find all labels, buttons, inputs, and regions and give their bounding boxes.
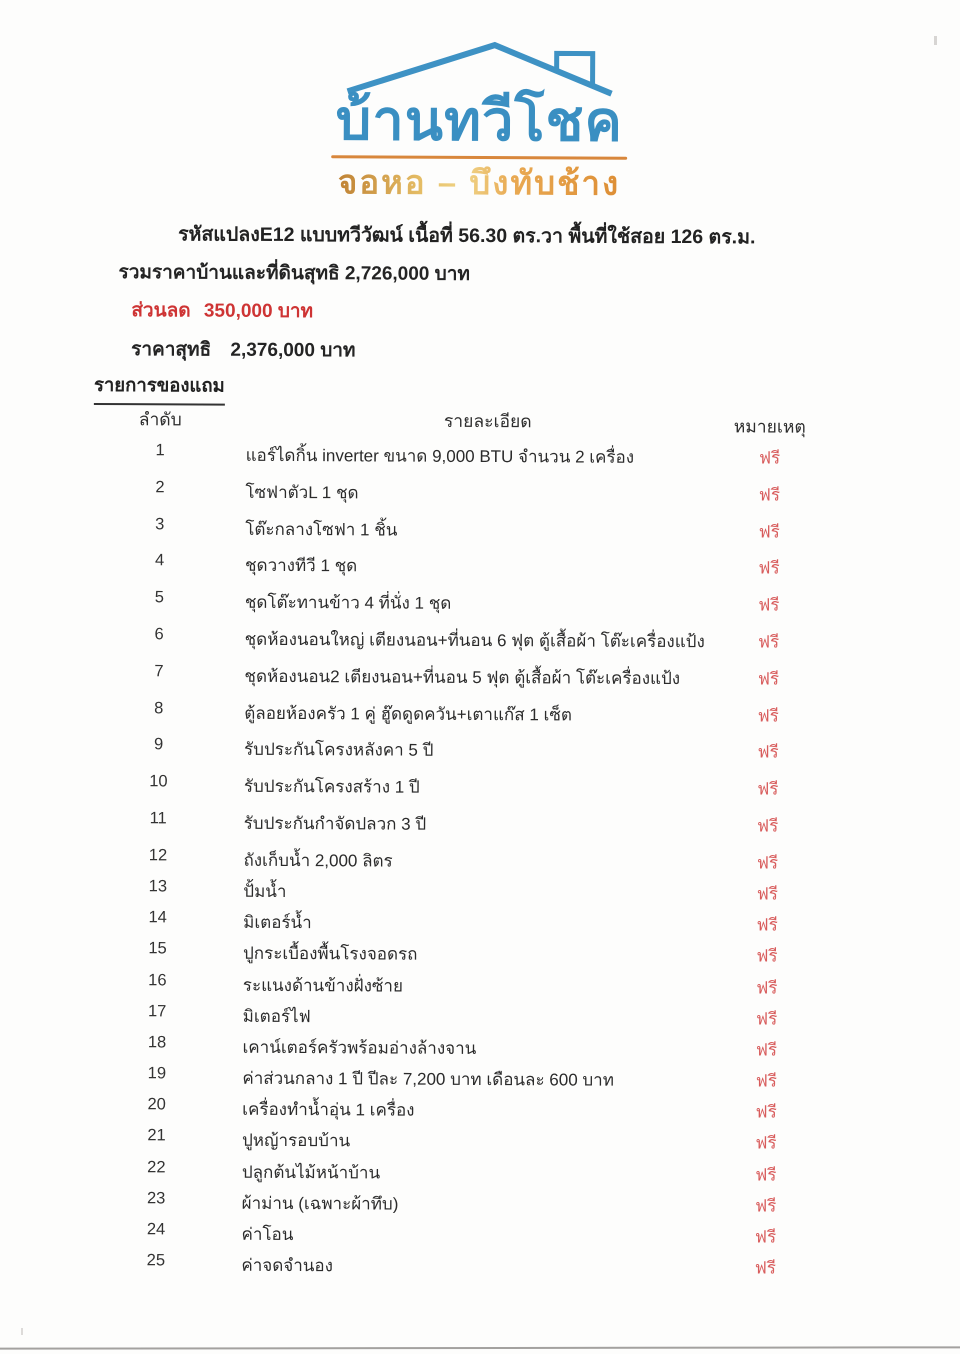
row-remark-free: ฟรี	[758, 485, 781, 505]
table-row	[0, 551, 957, 593]
row-detail: ระแนงด้านข้างฝั่งซ้าย	[242, 975, 404, 996]
table-row	[0, 845, 956, 881]
row-detail: เครื่องทำน้ำอุ่น 1 เครื่อง	[242, 1100, 415, 1120]
row-detail: ค่าโอน	[241, 1224, 294, 1245]
scan-artifact	[21, 1328, 23, 1335]
table-row	[0, 1095, 954, 1131]
row-detail: ค่าส่วนกลาง 1 ปี ปีละ 7,200 บาท เดือนละ 600 บาท	[242, 1068, 615, 1090]
row-number: 23	[146, 1189, 166, 1208]
row-detail: มิเตอร์ไฟ	[242, 1006, 311, 1026]
row-remark-free: ฟรี	[756, 1009, 778, 1029]
logo-divider	[331, 155, 627, 160]
row-remark-free: ฟรี	[757, 816, 779, 836]
table-row	[0, 588, 957, 630]
table-row	[0, 1219, 954, 1255]
row-detail: รับประกันโครงสร้าง 1 ปี	[243, 776, 420, 797]
row-remark-free: ฟรี	[757, 742, 779, 762]
table-row	[0, 970, 955, 1006]
net-price-value: 2,376,000 บาท	[230, 339, 356, 362]
row-number: 3	[155, 514, 165, 533]
table-row	[0, 514, 957, 556]
brand-name: บ้านทวีโชค	[335, 88, 624, 153]
table-row	[0, 1126, 954, 1162]
row-remark-free: ฟรี	[754, 1227, 777, 1247]
brand-location: จอหอ – บึงทับช้าง	[337, 162, 621, 202]
row-remark-free: ฟรี	[757, 632, 780, 652]
row-remark-free: ฟรี	[755, 1102, 777, 1122]
table-row	[0, 1001, 955, 1037]
row-detail: ชุดห้องนอน2 เตียงนอน+ที่นอน 5 ฟุต ตู้เสื้อผ้า โต๊ะเครื่องแป้ง	[244, 666, 681, 688]
table-row	[0, 698, 956, 740]
brand-logo	[0, 37, 960, 204]
table-row	[0, 440, 958, 482]
row-detail: ชุดโต๊ะทานข้าว 4 ที่นั่ง 1 ชุด	[244, 592, 452, 614]
row-remark-free: ฟรี	[755, 1196, 777, 1216]
row-number: 24	[146, 1220, 166, 1239]
row-remark-free: ฟรี	[755, 1165, 777, 1185]
row-number: 11	[149, 809, 167, 828]
row-detail: โต๊ะกลางโซฟา 1 ชิ้น	[245, 519, 398, 540]
discount-value: 350,000 บาท	[203, 300, 314, 323]
row-remark-free: ฟรี	[756, 853, 779, 873]
row-remark-free: ฟรี	[757, 669, 780, 689]
row-remark-free: ฟรี	[758, 595, 780, 615]
row-detail: ปั้มน้ำ	[243, 881, 287, 901]
row-remark-free: ฟรี	[758, 522, 780, 542]
table-row	[0, 735, 956, 777]
row-remark-free: ฟรี	[754, 1258, 776, 1278]
row-number: 13	[148, 877, 168, 896]
table-row	[0, 1032, 955, 1068]
row-remark-free: ฟรี	[758, 448, 781, 468]
table-row	[0, 876, 955, 912]
column-header-remark: หมายเหตุ	[733, 416, 806, 437]
row-number: 16	[148, 970, 167, 989]
row-number: 25	[146, 1251, 166, 1270]
row-number: 5	[154, 588, 165, 607]
row-detail: ผ้าม่าน (เฉพาะผ้าทึบ)	[241, 1193, 399, 1214]
discount-line	[131, 295, 313, 326]
row-detail: โซฟาตัวL 1 ชุด	[245, 482, 359, 503]
row-number: 6	[154, 625, 164, 644]
row-detail: ตู้ลอยห้องครัว 1 คู่ ฮู๊ดดูดควัน+เตาแก๊ส 1 เซ็ต	[244, 703, 572, 725]
table-row	[0, 908, 955, 944]
row-detail: แอร์ไดกิ้น inverter ขนาด 9,000 BTU จำนวน 2 เครื่อง	[245, 445, 635, 467]
table-row	[0, 1064, 954, 1100]
row-remark-free: ฟรี	[756, 977, 778, 998]
row-detail: ปูหญ้ารอบบ้าน	[241, 1131, 351, 1151]
row-remark-free: ฟรี	[756, 884, 778, 904]
row-detail: ชุดวางทีวี 1 ชุด	[244, 556, 358, 576]
table-row	[0, 661, 957, 703]
net-price-line	[131, 334, 355, 365]
plot-title: รหัสแปลงE12 แบบทวีวัฒน์ เนื้อที่ 56.30 ตร.วา พื้นที่ใช้สอย 126 ตร.ม.	[178, 223, 756, 249]
row-number: 12	[148, 846, 168, 865]
table-row	[0, 477, 957, 519]
table-row	[0, 1251, 953, 1287]
row-remark-free: ฟรี	[755, 1133, 777, 1154]
row-remark-free: ฟรี	[755, 1071, 777, 1091]
row-detail: รับประกันกำจัดปลวก 3 ปี	[243, 813, 427, 834]
row-number: 14	[148, 908, 167, 927]
freebies-list-title: รายการของแถม	[94, 371, 225, 406]
row-number: 18	[147, 1033, 167, 1052]
table-row	[0, 939, 955, 975]
row-number: 20	[147, 1095, 166, 1114]
row-detail: รับประกันโครงหลังคา 5 ปี	[244, 740, 434, 761]
table-row	[0, 624, 957, 666]
row-number: 22	[147, 1157, 166, 1177]
row-detail: มิเตอร์น้ำ	[243, 912, 312, 933]
row-detail: ปลูกต้นไม้หน้าบ้าน	[241, 1162, 381, 1183]
table-row	[0, 1188, 954, 1224]
row-remark-free: ฟรี	[758, 558, 780, 578]
row-remark-free: ฟรี	[756, 915, 778, 935]
row-number: 4	[154, 551, 165, 570]
row-number: 2	[155, 478, 165, 497]
row-number: 10	[149, 772, 168, 791]
total-price-line: รวมราคาบ้านและที่ดินสุทธิ 2,726,000 บาท	[118, 262, 470, 285]
row-detail: ชุดห้องนอนใหญ่ เตียงนอน+ที่นอน 6 ฟุต ตู้เสื้อผ้า โต๊ะเครื่องแป้ง	[244, 629, 705, 652]
discount-label: ส่วนลด	[131, 300, 191, 322]
row-number: 21	[147, 1126, 166, 1145]
net-price-label: ราคาสุทธิ	[131, 339, 212, 361]
table-row	[0, 808, 956, 850]
table-row	[0, 772, 956, 814]
row-number: 17	[147, 1001, 167, 1021]
row-number: 1	[155, 441, 165, 460]
row-detail: เคาน์เตอร์ครัวพร้อมอ่างล้างจาน	[242, 1037, 477, 1058]
row-detail: ปูกระเบื้องพื้นโรงจอดรถ	[242, 944, 418, 965]
column-header-detail: รายละเอียด	[443, 410, 532, 432]
row-remark-free: ฟรี	[756, 946, 778, 966]
table-body	[0, 440, 958, 1286]
column-header-no: ลำดับ	[138, 409, 182, 430]
table-row	[0, 1157, 954, 1193]
row-number: 15	[148, 939, 167, 958]
row-number: 9	[153, 735, 164, 754]
row-remark-free: ฟรี	[757, 706, 779, 726]
table-header	[0, 404, 958, 437]
row-detail: ค่าจดจำนอง	[241, 1255, 333, 1276]
row-detail: ถังเก็บน้ำ 2,000 ลิตร	[243, 850, 393, 871]
row-remark-free: ฟรี	[757, 779, 779, 799]
row-number: 8	[154, 698, 164, 717]
row-remark-free: ฟรี	[755, 1040, 778, 1060]
row-number: 7	[154, 662, 164, 681]
scan-artifact	[934, 36, 937, 45]
row-number: 19	[147, 1064, 167, 1083]
